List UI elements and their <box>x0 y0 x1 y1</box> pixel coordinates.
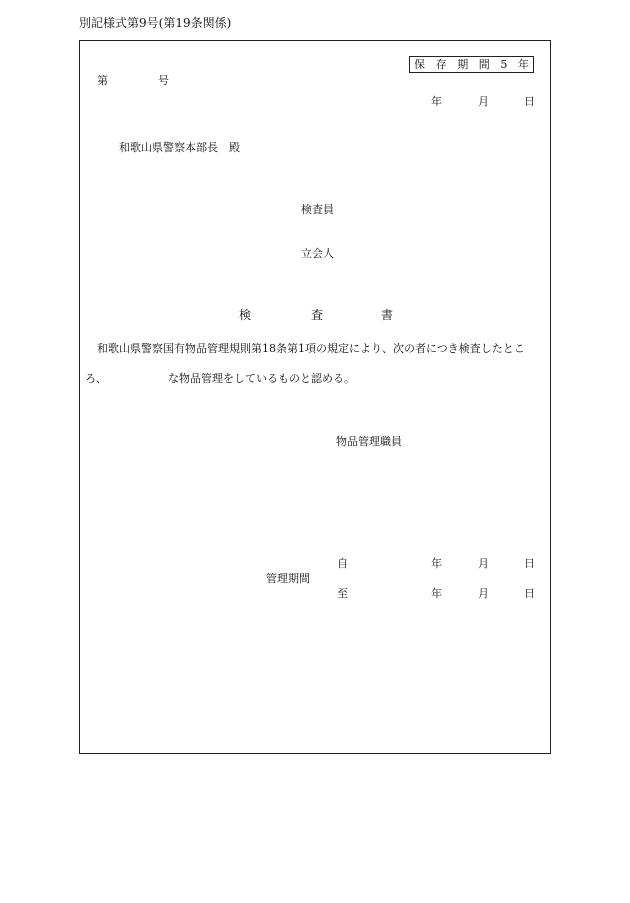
date-day: 日 <box>524 95 535 108</box>
body-text-line2-end: な物品管理をしているものと認める。 <box>168 372 355 385</box>
document-title-char: 検 <box>239 308 252 322</box>
form-number-label: 別記様式第9号(第19条関係) <box>79 16 232 30</box>
retention-period-box <box>409 56 534 73</box>
period-label: 管理期間 <box>266 572 310 585</box>
official-label: 物品管理職員 <box>336 435 402 448</box>
inspector-label: 検査員 <box>301 203 334 216</box>
period-from-prefix: 自 <box>337 557 348 570</box>
period-from-month: 月 <box>478 557 489 570</box>
retention-char: 保 <box>414 58 425 71</box>
retention-char: 期 <box>457 58 469 71</box>
period-to-day: 日 <box>524 587 535 600</box>
retention-char: 間 <box>478 58 490 71</box>
number-prefix: 第 <box>97 74 108 87</box>
retention-char: 年 <box>517 58 529 71</box>
date-year: 年 <box>431 95 442 108</box>
retention-char: 存 <box>435 58 447 71</box>
period-from-year: 年 <box>431 557 442 570</box>
period-to-prefix: 至 <box>337 587 348 600</box>
number-suffix: 号 <box>158 74 169 87</box>
period-to-month: 月 <box>478 587 489 600</box>
period-to-year: 年 <box>431 587 442 600</box>
document-title-char: 書 <box>381 308 394 322</box>
period-from-day: 日 <box>524 557 535 570</box>
body-text-line1: 和歌山県警察国有物品管理規則第18条第1項の規定により、次の者につき検査したとこ <box>97 343 525 354</box>
retention-char: 5 <box>500 58 508 71</box>
body-text-line2-start: ろ、 <box>85 372 107 385</box>
addressee: 和歌山県警察本部長 殿 <box>119 141 240 154</box>
date-month: 月 <box>478 95 489 108</box>
witness-label: 立会人 <box>301 247 334 260</box>
document-title-char: 査 <box>311 308 324 322</box>
